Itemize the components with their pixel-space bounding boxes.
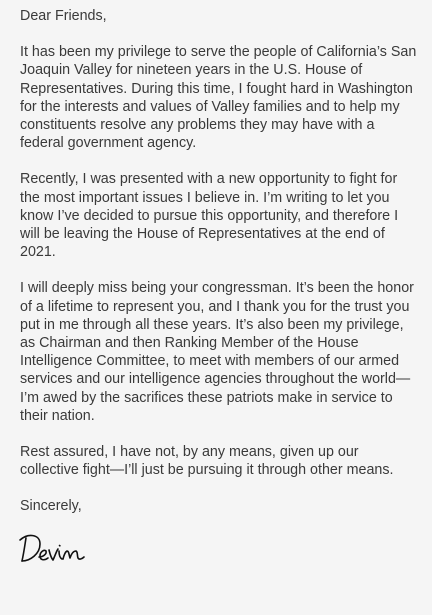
handwritten-signature <box>18 530 88 570</box>
paragraph-gratitude: I will deeply miss being your congressman. It’s been the honor of a lifetime to represent you, and I thank you for the trust you put in me through all these years. It’s also been my privilege, as Chairman and then Ranking Member of the House Intelligence Committee, to meet with members of our armed services and our intelligence agencies throughout the world—I’m awed by the sacrifices these patriots make in service to their nation. <box>20 280 414 424</box>
paragraph-service: It has been my privilege to serve the people of California’s San Joaquin Valley for nineteen years in the U.S. House of Representatives. During this time, I fought hard in Washington for the interests and values of Valley families and to help my constituents resolve any problems they may have with a federal government agency. <box>20 44 417 152</box>
salutation: Dear Friends, <box>20 8 107 24</box>
closing: Sincerely, <box>20 498 82 515</box>
paragraph-rest-assured: Rest assured, I have not, by any means, given up our collective fight—I’ll just be pursuing it through other means. <box>20 444 394 479</box>
paragraph-new-opportunity: Recently, I was presented with a new opportunity to fight for the most important issues I believe in. I’m writing to let you know I’ve decided to pursue this opportunity, and therefore I will be leaving the House of Representatives at the end of 2021. <box>20 171 399 261</box>
